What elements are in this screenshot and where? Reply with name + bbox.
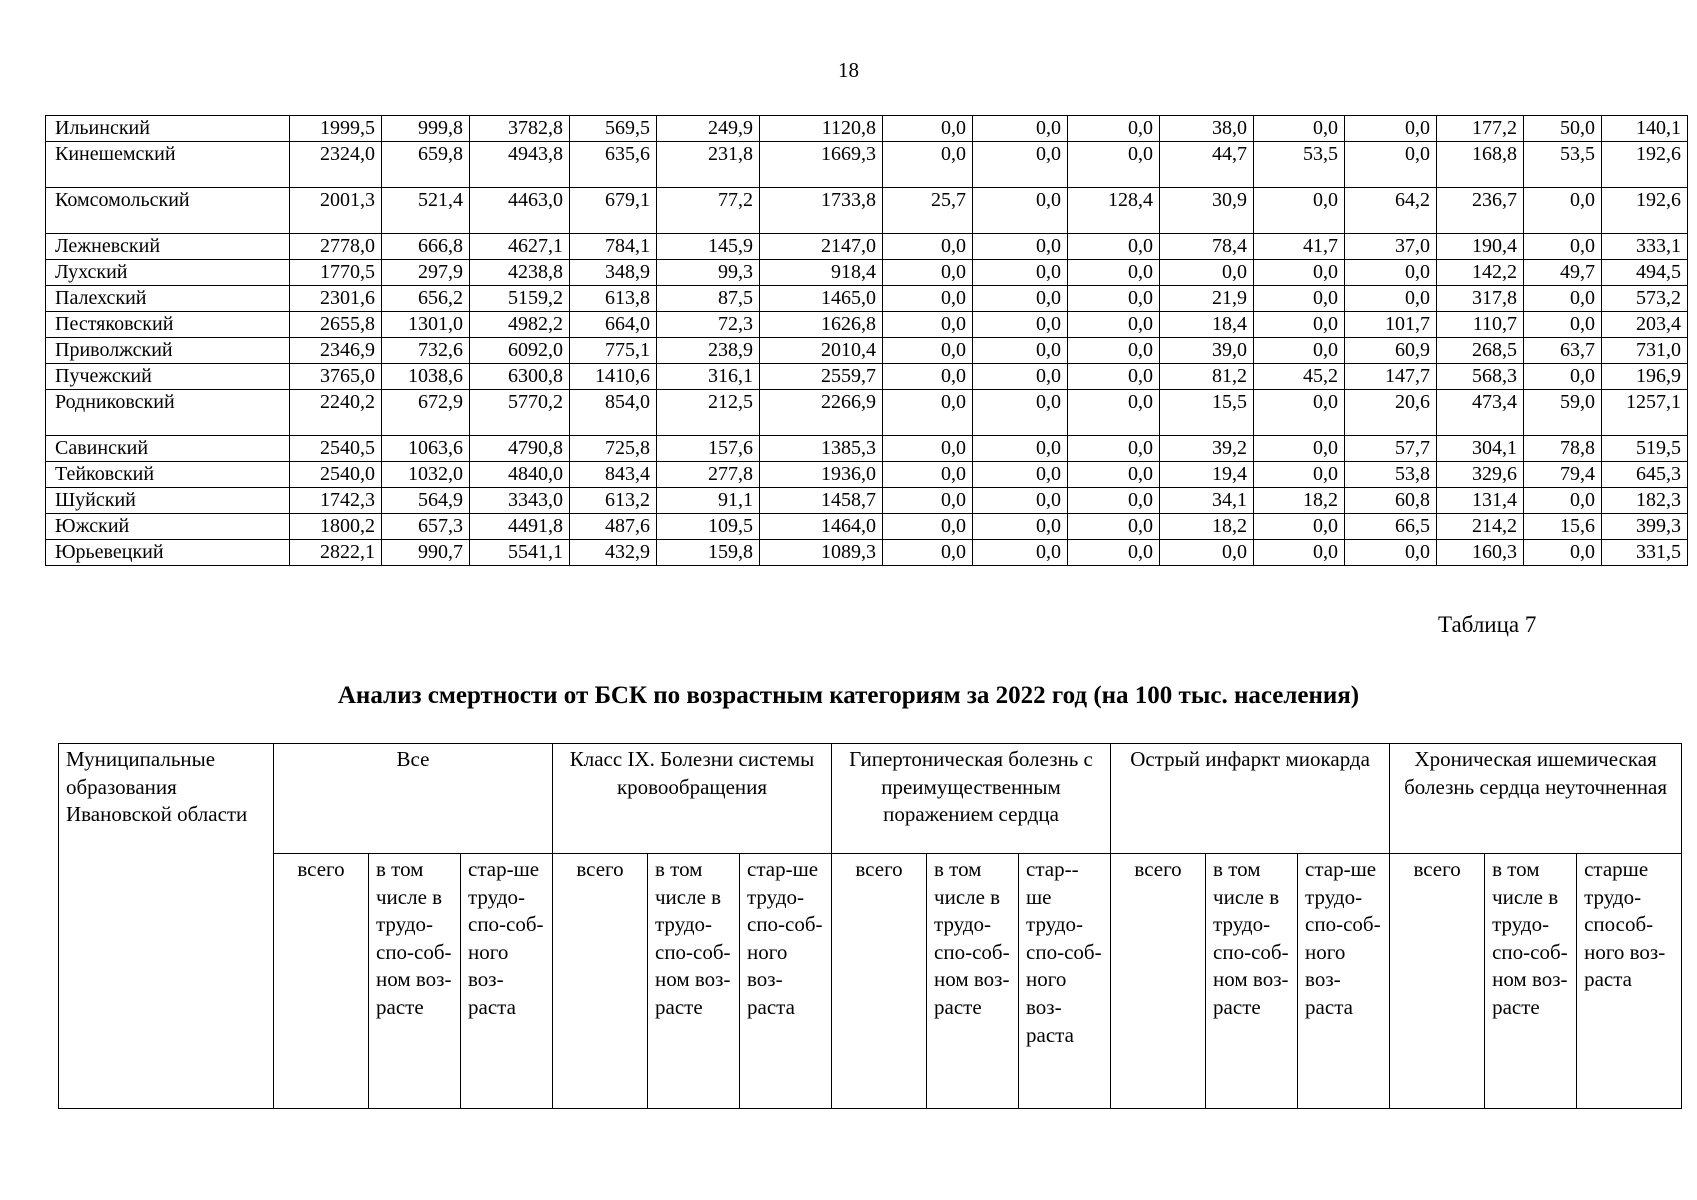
value-cell: 0,0: [883, 338, 973, 364]
value-cell: 145,9: [657, 234, 760, 260]
value-cell: 72,3: [657, 312, 760, 338]
value-cell: 731,0: [1602, 338, 1688, 364]
table-row: [46, 338, 1688, 364]
value-cell: 192,6: [1602, 188, 1688, 234]
value-cell: 843,4: [570, 462, 657, 488]
value-cell: 109,5: [657, 514, 760, 540]
value-cell: 0,0: [1068, 260, 1160, 286]
value-cell: 0,0: [1345, 540, 1437, 566]
table-row: [46, 540, 1688, 566]
value-cell: 399,3: [1602, 514, 1688, 540]
value-cell: 64,2: [1345, 188, 1437, 234]
value-cell: 4790,8: [470, 436, 570, 462]
table-row: [46, 312, 1688, 338]
value-cell: 1465,0: [760, 286, 883, 312]
subheader-over-working-age: старше трудо-способ-ного воз-раста: [1577, 854, 1682, 1109]
value-cell: 2324,0: [290, 142, 382, 188]
value-cell: 1800,2: [290, 514, 382, 540]
value-cell: 2655,8: [290, 312, 382, 338]
value-cell: 2001,3: [290, 188, 382, 234]
value-cell: 15,5: [1160, 390, 1254, 436]
value-cell: 1733,8: [760, 188, 883, 234]
district-name-cell: Палехский: [46, 286, 290, 312]
value-cell: 569,5: [570, 116, 657, 142]
value-cell: 0,0: [1524, 188, 1602, 234]
subheader-total: всего: [1390, 854, 1485, 1109]
value-cell: 18,4: [1160, 312, 1254, 338]
subheader-working-age: в том числе в трудо-спо-соб-ном воз-расте: [1206, 854, 1298, 1109]
value-cell: 635,6: [570, 142, 657, 188]
value-cell: 60,8: [1345, 488, 1437, 514]
value-cell: 0,0: [883, 312, 973, 338]
value-cell: 231,8: [657, 142, 760, 188]
value-cell: 0,0: [1254, 390, 1345, 436]
value-cell: 128,4: [1068, 188, 1160, 234]
value-cell: 613,2: [570, 488, 657, 514]
value-cell: 30,9: [1160, 188, 1254, 234]
value-cell: 657,3: [382, 514, 470, 540]
value-cell: 329,6: [1437, 462, 1524, 488]
value-cell: 918,4: [760, 260, 883, 286]
value-cell: 0,0: [973, 188, 1068, 234]
value-cell: 249,9: [657, 116, 760, 142]
value-cell: 0,0: [973, 312, 1068, 338]
value-cell: 304,1: [1437, 436, 1524, 462]
value-cell: 168,8: [1437, 142, 1524, 188]
group-header-hypertensive: Гипертоническая болезнь с преимущественным поражением сердца: [832, 744, 1111, 854]
value-cell: 2346,9: [290, 338, 382, 364]
value-cell: 0,0: [1254, 260, 1345, 286]
value-cell: 59,0: [1524, 390, 1602, 436]
value-cell: 44,7: [1160, 142, 1254, 188]
value-cell: 2778,0: [290, 234, 382, 260]
value-cell: 0,0: [1068, 540, 1160, 566]
value-cell: 0,0: [1068, 390, 1160, 436]
value-cell: 6092,0: [470, 338, 570, 364]
table-row: [46, 188, 1688, 234]
value-cell: 2010,4: [760, 338, 883, 364]
value-cell: 0,0: [1068, 436, 1160, 462]
value-cell: 1038,6: [382, 364, 470, 390]
value-cell: 157,6: [657, 436, 760, 462]
value-cell: 990,7: [382, 540, 470, 566]
value-cell: 1410,6: [570, 364, 657, 390]
value-cell: 4943,8: [470, 142, 570, 188]
value-cell: 0,0: [1524, 234, 1602, 260]
value-cell: 2147,0: [760, 234, 883, 260]
value-cell: 0,0: [973, 260, 1068, 286]
value-cell: 0,0: [1254, 462, 1345, 488]
value-cell: 0,0: [973, 514, 1068, 540]
value-cell: 0,0: [1345, 116, 1437, 142]
value-cell: 1626,8: [760, 312, 883, 338]
value-cell: 2266,9: [760, 390, 883, 436]
value-cell: 2240,2: [290, 390, 382, 436]
value-cell: 1669,3: [760, 142, 883, 188]
value-cell: 432,9: [570, 540, 657, 566]
value-cell: 0,0: [1254, 286, 1345, 312]
value-cell: 568,3: [1437, 364, 1524, 390]
value-cell: 0,0: [883, 488, 973, 514]
group-header-infarction: Острый инфаркт миокарда: [1111, 744, 1390, 854]
value-cell: 18,2: [1160, 514, 1254, 540]
value-cell: 0,0: [1068, 338, 1160, 364]
value-cell: 0,0: [1254, 338, 1345, 364]
value-cell: 177,2: [1437, 116, 1524, 142]
value-cell: 81,2: [1160, 364, 1254, 390]
value-cell: 34,1: [1160, 488, 1254, 514]
value-cell: 1742,3: [290, 488, 382, 514]
value-cell: 57,7: [1345, 436, 1437, 462]
subheader-over-working-age: стар-ше трудо-спо-соб-ного воз-раста: [1298, 854, 1390, 1109]
value-cell: 0,0: [883, 142, 973, 188]
subheader-over-working-age: стар--ше трудо-спо-соб-ного воз-раста: [1019, 854, 1111, 1109]
value-cell: 1257,1: [1602, 390, 1688, 436]
value-cell: 0,0: [1068, 234, 1160, 260]
value-cell: 573,2: [1602, 286, 1688, 312]
subheader-total: всего: [274, 854, 369, 1109]
value-cell: 0,0: [883, 462, 973, 488]
value-cell: 91,1: [657, 488, 760, 514]
value-cell: 87,5: [657, 286, 760, 312]
value-cell: 519,5: [1602, 436, 1688, 462]
district-name-cell: Шуйский: [46, 488, 290, 514]
value-cell: 666,8: [382, 234, 470, 260]
table-row: [46, 390, 1688, 436]
value-cell: 0,0: [1345, 260, 1437, 286]
page-number: 18: [838, 58, 859, 82]
value-cell: 15,6: [1524, 514, 1602, 540]
value-cell: 5770,2: [470, 390, 570, 436]
value-cell: 473,4: [1437, 390, 1524, 436]
value-cell: 18,2: [1254, 488, 1345, 514]
value-cell: 0,0: [883, 234, 973, 260]
value-cell: 49,7: [1524, 260, 1602, 286]
value-cell: 41,7: [1254, 234, 1345, 260]
value-cell: 521,4: [382, 188, 470, 234]
value-cell: 1120,8: [760, 116, 883, 142]
value-cell: 672,9: [382, 390, 470, 436]
table-row: [46, 436, 1688, 462]
group-header-chronic-ischemic: Хроническая ишемическая болезнь сердца неуточненная: [1390, 744, 1682, 854]
value-cell: 192,6: [1602, 142, 1688, 188]
value-cell: 0,0: [1068, 312, 1160, 338]
value-cell: 0,0: [1254, 188, 1345, 234]
value-cell: 268,5: [1437, 338, 1524, 364]
value-cell: 0,0: [973, 142, 1068, 188]
subheader-over-working-age: стар-ше трудо-спо-соб-ного воз-раста: [461, 854, 553, 1109]
value-cell: 1464,0: [760, 514, 883, 540]
subheader-working-age: в том числе в трудо-спо-соб-ном воз-расте: [1485, 854, 1577, 1109]
value-cell: 2559,7: [760, 364, 883, 390]
value-cell: 39,0: [1160, 338, 1254, 364]
value-cell: 0,0: [1254, 312, 1345, 338]
value-cell: 4238,8: [470, 260, 570, 286]
value-cell: 0,0: [1068, 116, 1160, 142]
value-cell: 38,0: [1160, 116, 1254, 142]
value-cell: 0,0: [1524, 364, 1602, 390]
value-cell: 20,6: [1345, 390, 1437, 436]
district-name-cell: Савинский: [46, 436, 290, 462]
table-row: [46, 514, 1688, 540]
value-cell: 78,4: [1160, 234, 1254, 260]
value-cell: 212,5: [657, 390, 760, 436]
district-name-cell: Южский: [46, 514, 290, 540]
value-cell: 0,0: [1160, 260, 1254, 286]
value-cell: 613,8: [570, 286, 657, 312]
value-cell: 645,3: [1602, 462, 1688, 488]
value-cell: 494,5: [1602, 260, 1688, 286]
value-cell: 53,5: [1254, 142, 1345, 188]
table-row: [46, 364, 1688, 390]
value-cell: 0,0: [883, 540, 973, 566]
value-cell: 1458,7: [760, 488, 883, 514]
value-cell: 297,9: [382, 260, 470, 286]
value-cell: 63,7: [1524, 338, 1602, 364]
value-cell: 0,0: [1345, 286, 1437, 312]
subheader-working-age: в том числе в трудо-спо-соб-ном воз-расте: [369, 854, 461, 1109]
table-row: [46, 234, 1688, 260]
value-cell: 6300,8: [470, 364, 570, 390]
table-row: [46, 142, 1688, 188]
value-cell: 5159,2: [470, 286, 570, 312]
value-cell: 656,2: [382, 286, 470, 312]
value-cell: 487,6: [570, 514, 657, 540]
table-caption: Таблица 7: [1438, 612, 1537, 637]
value-cell: 0,0: [973, 436, 1068, 462]
value-cell: 331,5: [1602, 540, 1688, 566]
value-cell: 0,0: [1524, 312, 1602, 338]
value-cell: 348,9: [570, 260, 657, 286]
value-cell: 0,0: [1524, 488, 1602, 514]
value-cell: 0,0: [1068, 142, 1160, 188]
header-corner-cell: Муниципальные образования Ивановской области: [59, 744, 274, 1109]
value-cell: 5541,1: [470, 540, 570, 566]
subheader-working-age: в том числе в трудо-спо-соб-ном воз-расте: [927, 854, 1019, 1109]
value-cell: 0,0: [1345, 142, 1437, 188]
district-data-table: [45, 115, 1688, 566]
value-cell: 317,8: [1437, 286, 1524, 312]
district-name-cell: Комсомольский: [46, 188, 290, 234]
value-cell: 3765,0: [290, 364, 382, 390]
value-cell: 160,3: [1437, 540, 1524, 566]
document-title: Анализ смертности от БСК по возрастным категориям за 2022 год (на 100 тыс. населения): [337, 682, 1360, 709]
value-cell: 0,0: [973, 338, 1068, 364]
mortality-header-table: [58, 743, 1682, 1109]
value-cell: 0,0: [883, 286, 973, 312]
value-cell: 0,0: [883, 260, 973, 286]
value-cell: 0,0: [973, 540, 1068, 566]
value-cell: 78,8: [1524, 436, 1602, 462]
value-cell: 0,0: [1068, 364, 1160, 390]
value-cell: 1063,6: [382, 436, 470, 462]
value-cell: 77,2: [657, 188, 760, 234]
value-cell: 4463,0: [470, 188, 570, 234]
value-cell: 0,0: [1068, 514, 1160, 540]
value-cell: 0,0: [883, 390, 973, 436]
value-cell: 0,0: [973, 116, 1068, 142]
value-cell: 0,0: [1068, 462, 1160, 488]
value-cell: 21,9: [1160, 286, 1254, 312]
value-cell: 140,1: [1602, 116, 1688, 142]
value-cell: 0,0: [1524, 286, 1602, 312]
value-cell: 784,1: [570, 234, 657, 260]
value-cell: 39,2: [1160, 436, 1254, 462]
value-cell: 142,2: [1437, 260, 1524, 286]
subheader-total: всего: [1111, 854, 1206, 1109]
value-cell: 110,7: [1437, 312, 1524, 338]
value-cell: 0,0: [883, 116, 973, 142]
value-cell: 0,0: [1068, 488, 1160, 514]
district-name-cell: Ильинский: [46, 116, 290, 142]
value-cell: 1032,0: [382, 462, 470, 488]
value-cell: 66,5: [1345, 514, 1437, 540]
value-cell: 0,0: [1068, 286, 1160, 312]
value-cell: 999,8: [382, 116, 470, 142]
value-cell: 53,5: [1524, 142, 1602, 188]
value-cell: 0,0: [1254, 436, 1345, 462]
value-cell: 732,6: [382, 338, 470, 364]
value-cell: 0,0: [973, 234, 1068, 260]
value-cell: 1089,3: [760, 540, 883, 566]
value-cell: 0,0: [973, 390, 1068, 436]
value-cell: 50,0: [1524, 116, 1602, 142]
subheader-total: всего: [553, 854, 648, 1109]
value-cell: 664,0: [570, 312, 657, 338]
group-header-all: Все: [274, 744, 553, 854]
value-cell: 0,0: [1254, 116, 1345, 142]
value-cell: 238,9: [657, 338, 760, 364]
value-cell: 4982,2: [470, 312, 570, 338]
value-cell: 4627,1: [470, 234, 570, 260]
value-cell: 99,3: [657, 260, 760, 286]
value-cell: 60,9: [1345, 338, 1437, 364]
value-cell: 0,0: [883, 514, 973, 540]
value-cell: 854,0: [570, 390, 657, 436]
value-cell: 2822,1: [290, 540, 382, 566]
value-cell: 277,8: [657, 462, 760, 488]
value-cell: 0,0: [973, 462, 1068, 488]
value-cell: 564,9: [382, 488, 470, 514]
group-header-class-ix: Класс IX. Болезни системы кровообращения: [553, 744, 832, 854]
table-row: [46, 488, 1688, 514]
value-cell: 0,0: [1160, 540, 1254, 566]
value-cell: 131,4: [1437, 488, 1524, 514]
value-cell: 0,0: [1254, 514, 1345, 540]
value-cell: 0,0: [1254, 540, 1345, 566]
value-cell: 775,1: [570, 338, 657, 364]
value-cell: 2540,0: [290, 462, 382, 488]
value-cell: 725,8: [570, 436, 657, 462]
subheader-working-age: в том числе в трудо-спо-соб-ном воз-расте: [648, 854, 740, 1109]
value-cell: 182,3: [1602, 488, 1688, 514]
value-cell: 0,0: [1524, 540, 1602, 566]
value-cell: 659,8: [382, 142, 470, 188]
value-cell: 1301,0: [382, 312, 470, 338]
value-cell: 190,4: [1437, 234, 1524, 260]
value-cell: 0,0: [973, 286, 1068, 312]
value-cell: 3782,8: [470, 116, 570, 142]
value-cell: 2540,5: [290, 436, 382, 462]
value-cell: 0,0: [883, 436, 973, 462]
value-cell: 3343,0: [470, 488, 570, 514]
value-cell: 159,8: [657, 540, 760, 566]
value-cell: 236,7: [1437, 188, 1524, 234]
value-cell: 0,0: [973, 488, 1068, 514]
table-row: [46, 116, 1688, 142]
value-cell: 1770,5: [290, 260, 382, 286]
district-name-cell: Лежневский: [46, 234, 290, 260]
value-cell: 316,1: [657, 364, 760, 390]
value-cell: 19,4: [1160, 462, 1254, 488]
value-cell: 37,0: [1345, 234, 1437, 260]
district-name-cell: Кинешемский: [46, 142, 290, 188]
value-cell: 0,0: [883, 364, 973, 390]
value-cell: 4491,8: [470, 514, 570, 540]
district-name-cell: Лухский: [46, 260, 290, 286]
district-name-cell: Пестяковский: [46, 312, 290, 338]
value-cell: 1999,5: [290, 116, 382, 142]
value-cell: 79,4: [1524, 462, 1602, 488]
table-row: [46, 286, 1688, 312]
value-cell: 25,7: [883, 188, 973, 234]
subheader-over-working-age: стар-ше трудо-спо-соб-ного воз-раста: [740, 854, 832, 1109]
value-cell: 53,8: [1345, 462, 1437, 488]
table-row: [46, 260, 1688, 286]
value-cell: 196,9: [1602, 364, 1688, 390]
value-cell: 679,1: [570, 188, 657, 234]
value-cell: 147,7: [1345, 364, 1437, 390]
district-name-cell: Тейковский: [46, 462, 290, 488]
value-cell: 0,0: [973, 364, 1068, 390]
value-cell: 2301,6: [290, 286, 382, 312]
value-cell: 101,7: [1345, 312, 1437, 338]
district-name-cell: Приволжский: [46, 338, 290, 364]
table-row: [46, 462, 1688, 488]
district-name-cell: Пучежский: [46, 364, 290, 390]
value-cell: 1936,0: [760, 462, 883, 488]
value-cell: 214,2: [1437, 514, 1524, 540]
value-cell: 45,2: [1254, 364, 1345, 390]
value-cell: 4840,0: [470, 462, 570, 488]
subheader-total: всего: [832, 854, 927, 1109]
value-cell: 203,4: [1602, 312, 1688, 338]
value-cell: 333,1: [1602, 234, 1688, 260]
district-name-cell: Юрьевецкий: [46, 540, 290, 566]
value-cell: 1385,3: [760, 436, 883, 462]
district-name-cell: Родниковский: [46, 390, 290, 436]
